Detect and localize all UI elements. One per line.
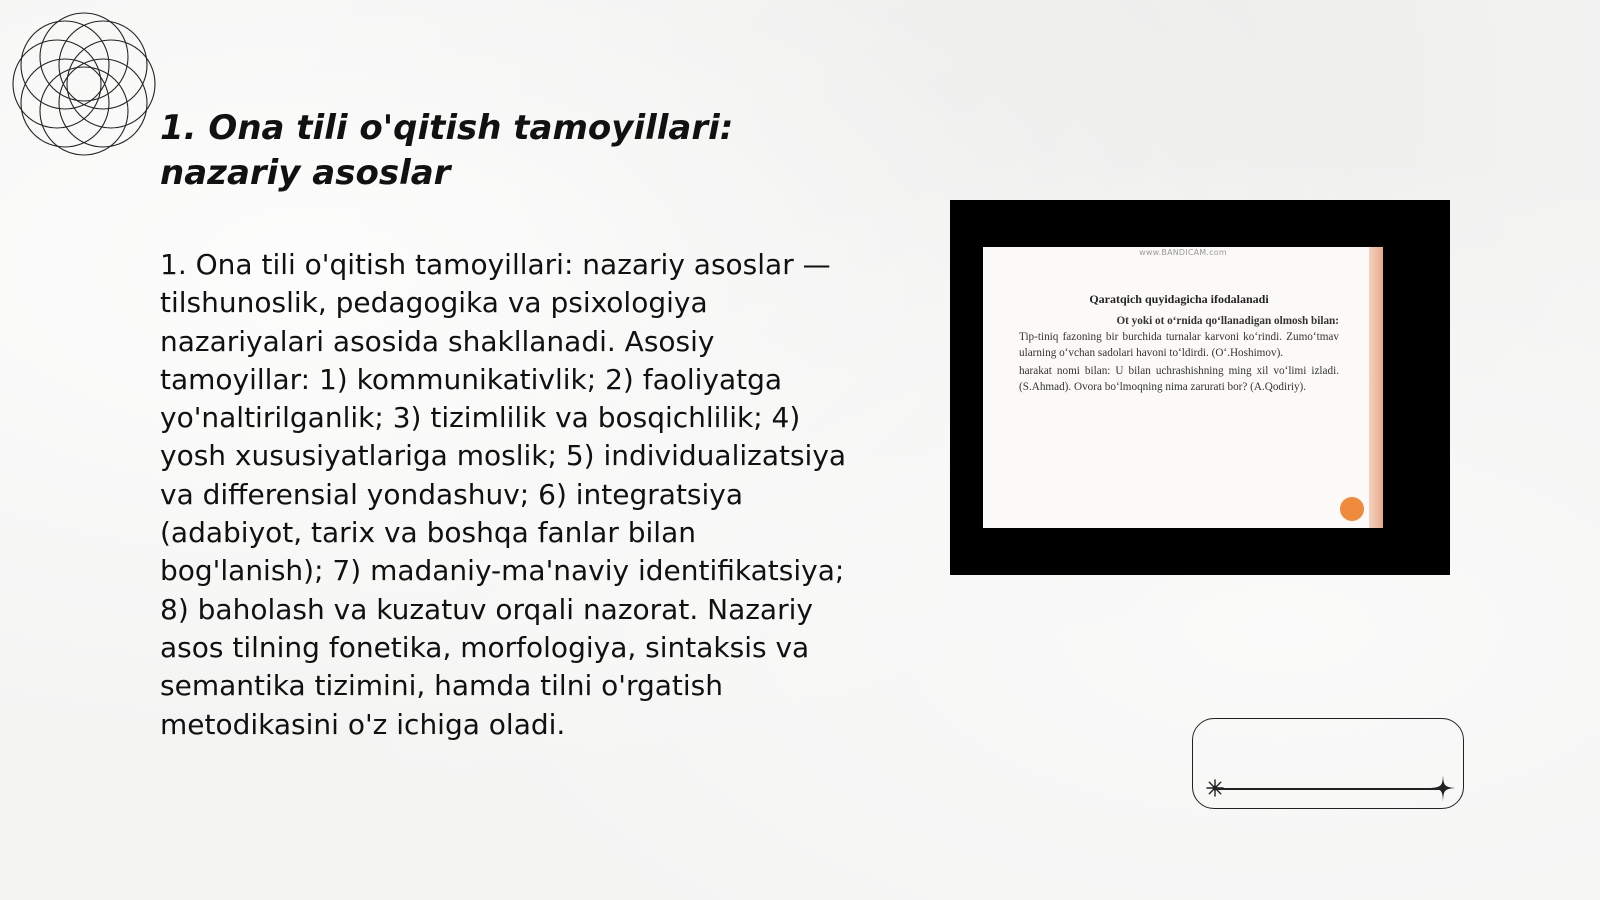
recorder-watermark: www.BANDICAM.com — [1139, 248, 1227, 257]
document-heading: Qaratqich quyidagicha ifodalanadi — [1089, 292, 1269, 306]
embedded-video-player[interactable] — [950, 200, 1450, 575]
document-line: Tip-tiniq fazoning bir burchida turnalar karvoni ko‘rindi. Zumo‘tmav ularning o‘vchan sadolari havoni to‘ldirdi. (O‘.Hoshimov). — [1019, 331, 1339, 359]
circular-line-ornament-icon — [10, 10, 158, 158]
video-document-frame — [983, 247, 1383, 528]
slide-title: 1. Ona tili o'qitish tamoyillari: nazariy asoslar — [160, 108, 734, 193]
document-line: harakat nomi bilan: U bilan uchrashishning ming xil vo‘limi izladi. (S.Ahmad). Ovora bo‘lmoqning nima zarurati bor? (A.Qodiriy). — [1019, 365, 1339, 393]
document-line: Ot yoki ot o‘rnida qo‘llanadigan olmosh bilan: — [1116, 315, 1339, 327]
timeline-line — [1215, 788, 1443, 790]
sparkle-star-icon — [1431, 775, 1455, 801]
record-indicator-dot — [1340, 497, 1364, 521]
document-text — [1019, 313, 1339, 395]
starburst-icon — [1206, 779, 1224, 797]
slide-body-text: 1. Ona tili o'qitish tamoyillari: nazariy asoslar — tilshunoslik, pedagogika va psixologiya nazariyalari asosida shakllanadi. Asosiy tamoyillar: 1) kommunikativlik; 2) faoliyatga yo'naltirilganlik; 3) tizimlilik va bosqichlilik; 4) yosh xususiyatlariga moslik; 5) individualizatsiya va differensial yondashuv; 6) integratsiya (adabiyot, tarix va boshqa fanlar bilan bog'lanish); 7) madaniy-ma'naviy identifikatsiya; 8) baholash va kuzatuv orqali nazorat. Nazariy asos tilning fonetika, morfologiya, sintaksis va semantika tizimini, hamda tilni o'rgatish metodikasini o'z ichiga oladi. — [160, 248, 847, 741]
decorative-timeline-box — [1192, 718, 1464, 809]
document-page-edge — [1369, 247, 1383, 528]
